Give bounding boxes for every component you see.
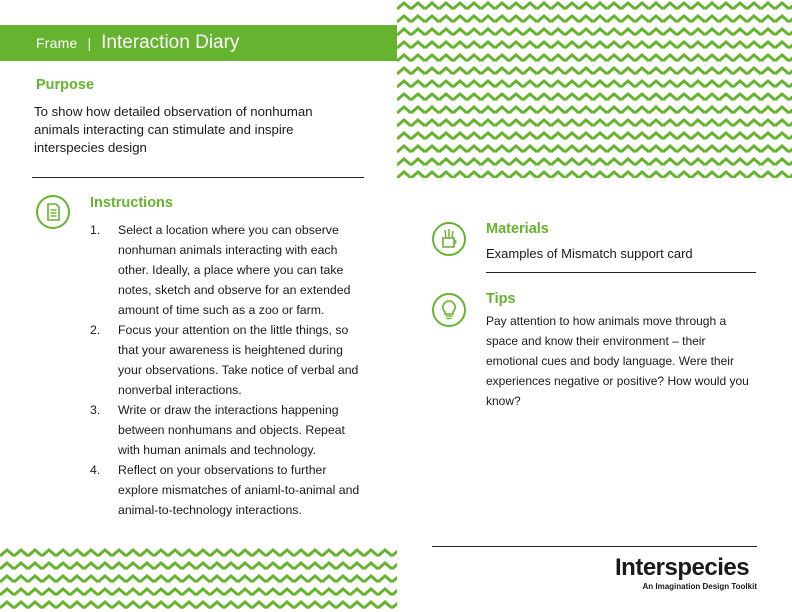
step-text: Focus your attention on the little things, so that your awareness is heightened during your observations. Take notice of verbal and nonverbal interactions.	[118, 323, 359, 397]
step-text: Write or draw the interactions happening between nonhumans and objects. Repeat with human animals and technology.	[118, 403, 345, 457]
materials-heading: Materials	[486, 221, 549, 237]
header-bar	[0, 25, 397, 61]
brand-logo: Interspecies	[615, 554, 750, 581]
divider-materials	[486, 272, 756, 273]
list-item	[90, 460, 370, 520]
header-frame-label: Frame	[36, 35, 78, 51]
list-item	[90, 400, 370, 460]
instructions-list	[90, 220, 370, 520]
purpose-heading: Purpose	[36, 77, 95, 93]
list-item	[90, 220, 370, 320]
divider-purpose	[32, 177, 364, 178]
tips-heading: Tips	[486, 291, 516, 307]
divider-footer	[432, 546, 757, 547]
instructions-heading: Instructions	[90, 195, 173, 211]
brand-tagline: An Imagination Design Toolkit	[642, 582, 757, 591]
step-number: 2.	[90, 323, 101, 337]
page-title: Interaction Diary	[101, 32, 240, 53]
list-item	[90, 320, 370, 400]
pencil-cup-icon	[432, 222, 466, 256]
tips-text: Pay attention to how animals move through a space and know their environment – their emotional cues and body language. Were their experiences negative or positive? How would you know?	[486, 314, 749, 408]
purpose-text: To show how detailed observation of nonhuman animals interacting can stimulate and inspire interspecies design	[34, 104, 313, 155]
lightbulb-icon	[432, 293, 466, 327]
step-text: Reflect on your observations to further explore mismatches of aniaml-to-animal and animal-to-technology interactions.	[118, 463, 360, 517]
header-separator: |	[87, 35, 92, 51]
chevron-pattern-top-right	[397, 0, 792, 178]
step-text: Select a location where you can observe nonhuman animals interacting with each other. Ideally, a place where you can take notes, sketch and observe for an extended amount of time such as a zoo or farm.	[118, 223, 351, 317]
step-number: 3.	[90, 403, 101, 417]
document-icon	[36, 195, 70, 229]
step-number: 4.	[90, 463, 101, 477]
materials-text: Examples of Mismatch support card	[486, 246, 693, 261]
step-number: 1.	[90, 223, 101, 237]
chevron-pattern-bottom-left	[0, 547, 397, 612]
